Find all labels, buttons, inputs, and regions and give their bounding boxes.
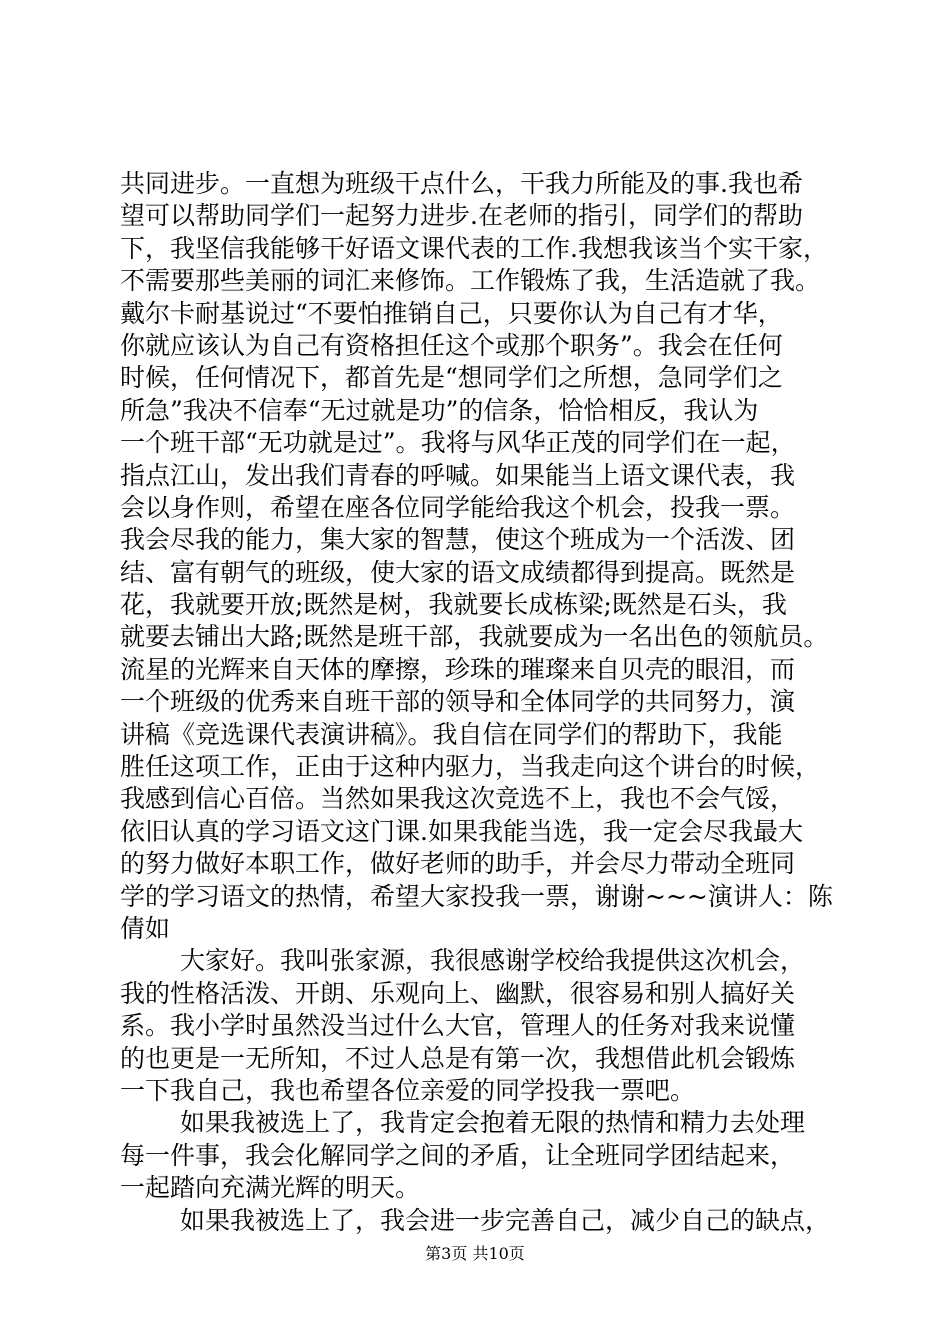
text-line: 倩如	[120, 913, 171, 943]
text-line: 的努力做好本职工作，做好老师的助手，并会尽力带动全班同	[120, 849, 796, 879]
text-line: 时候，任何情况下，都首先是“想同学们之所想，急同学们之	[120, 363, 783, 393]
text-line: 戴尔卡耐基说过“不要怕推销自己，只要你认为自己有才华，	[120, 298, 783, 328]
text-line: 我感到信心百倍。当然如果我这次竞选不上，我也不会气馁，	[120, 784, 796, 814]
text-line: 所急”我决不信奉“无过就是功”的信条，恰恰相反，我认为	[120, 395, 759, 425]
text-line: 一下我自己，我也希望各位亲爱的同学投我一票吧。	[120, 1075, 696, 1105]
text-line: 就要去铺出大路;既然是班干部，我就要成为一名出色的领航员。	[120, 622, 829, 652]
text-line: 我的性格活泼、开朗、乐观向上、幽默，很容易和别人搞好关	[120, 978, 796, 1008]
text-line: 的也更是一无所知，不过人总是有第一次，我想借此机会锻炼	[120, 1043, 796, 1073]
text-line: 流星的光辉来自天体的摩擦，珍珠的璀璨来自贝壳的眼泪，而	[120, 654, 796, 684]
text-line: 不需要那些美丽的词汇来修饰。工作锻炼了我，生活造就了我。	[120, 266, 821, 296]
text-line: 会以身作则，希望在座各位同学能给我这个机会，投我一票。	[120, 492, 796, 522]
text-line: 依旧认真的学习语文这门课.如果我能当选，我一定会尽我最大	[120, 816, 803, 846]
text-line: 胜任这项工作，正由于这种内驱力，当我走向这个讲台的时候，	[120, 752, 821, 782]
text-line: 共同进步。一直想为班级干点什么，干我力所能及的事.我也希	[120, 169, 803, 198]
text-line: 我会尽我的能力，集大家的智慧，使这个班成为一个活泼、团	[120, 525, 796, 555]
text-line: 结、富有朝气的班级，使大家的语文成绩都得到提高。既然是	[120, 557, 796, 587]
text-line: 指点江山，发出我们青春的呼喊。如果能当上语文课代表，我	[120, 460, 796, 490]
text-line: 学的学习语文的热情，希望大家投我一票，谢谢~~~演讲人：陈	[120, 881, 833, 911]
text-line: 望可以帮助同学们一起努力进步.在老师的指引，同学们的帮助	[120, 201, 803, 231]
body-text	[120, 168, 840, 1237]
text-line: 讲稿《竞选课代表演讲稿》。我自信在同学们的帮助下，我能	[120, 719, 783, 749]
text-line: 一起踏向充满光辉的明天。	[120, 1173, 421, 1203]
text-line: 一个班干部“无功就是过”。我将与风华正茂的同学们在一起，	[120, 428, 796, 458]
page-footer	[0, 1243, 950, 1265]
text-line: 你就应该认为自己有资格担任这个或那个职务”。我会在任何	[120, 330, 783, 360]
text-line: 每一件事，我会化解同学之间的矛盾，让全班同学团结起来，	[120, 1140, 796, 1170]
text-line: 系。我小学时虽然没当过什么大官，管理人的任务对我来说懂	[120, 1011, 796, 1041]
paragraph-start-line: 如果我被选上了，我肯定会抱着无限的热情和精力去处理	[180, 1108, 806, 1138]
text-line: 一个班级的优秀来自班干部的领导和全体同学的共同努力，演	[120, 687, 796, 717]
text-line: 花，我就要开放;既然是树，我就要长成栋梁;既然是石头，我	[120, 590, 787, 620]
page-number: 第3页 共10页	[425, 1244, 525, 1263]
text-line: 下，我坚信我能够干好语文课代表的工作.我想我该当个实干家，	[120, 233, 828, 263]
paragraph-start-line: 大家好。我叫张家源，我很感谢学校给我提供这次机会，	[180, 946, 806, 976]
paragraph-start-line: 如果我被选上了，我会进一步完善自己，减少自己的缺点，	[180, 1205, 831, 1235]
